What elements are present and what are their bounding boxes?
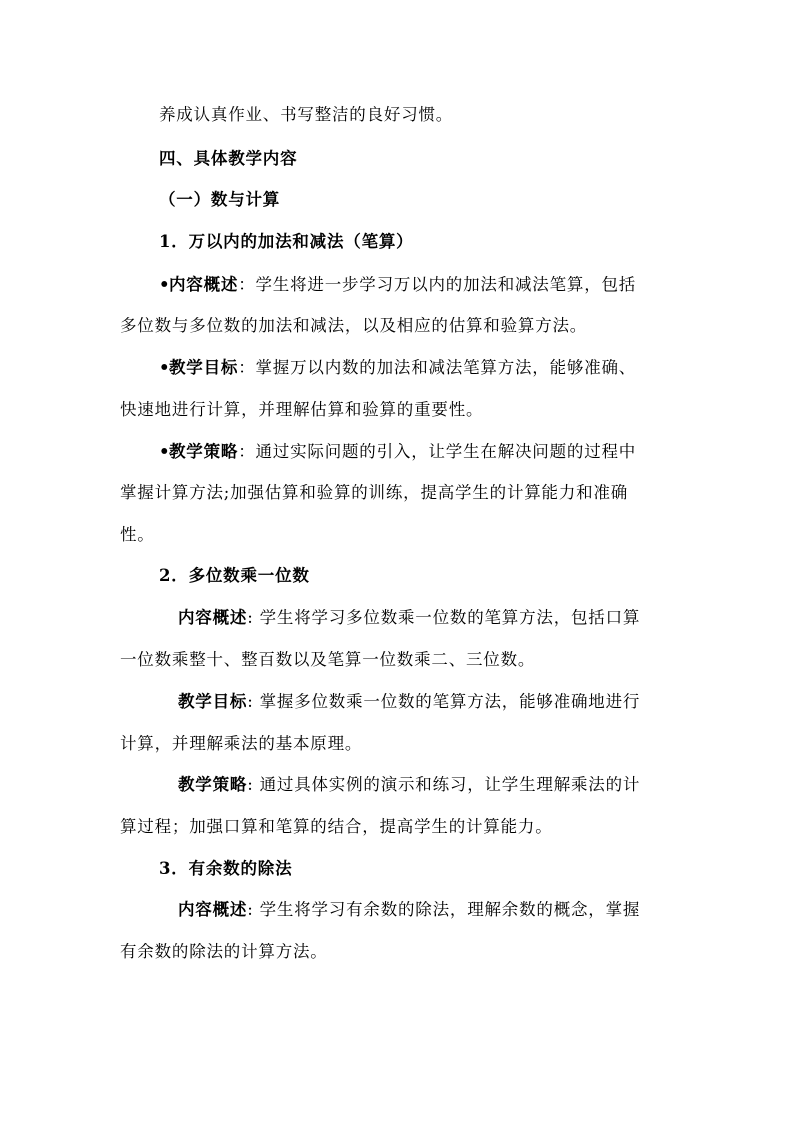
paragraph-text: 快速地进行计算，并理解估算和验算的重要性。 bbox=[120, 400, 484, 419]
paragraph-line bbox=[120, 314, 680, 338]
section-heading-text: 四、具体教学内容 bbox=[159, 149, 298, 168]
bullet-line bbox=[159, 273, 719, 297]
section-heading bbox=[159, 147, 719, 171]
paragraph-line bbox=[120, 940, 680, 964]
bullet-icon: • bbox=[159, 358, 171, 377]
paragraph-line bbox=[178, 898, 738, 922]
paragraph-text: 计算，并理解乘法的基本原理。 bbox=[120, 734, 363, 753]
paragraph-text: : 通过具体实例的演示和练习，让学生理解乘法的计 bbox=[247, 775, 641, 794]
paragraph-line bbox=[178, 606, 738, 630]
item-title-2 bbox=[159, 564, 719, 588]
bullet-text: ：掌握万以内数的加法和减法笔算方法，能够准确、 bbox=[238, 358, 637, 377]
item-title-1 bbox=[159, 230, 719, 254]
paragraph-line bbox=[120, 815, 680, 839]
paragraph-text: 一位数乘整十、整百数以及笔算一位数乘二、三位数。 bbox=[120, 650, 536, 669]
item-title-text: 3．有余数的除法 bbox=[159, 859, 293, 878]
paragraph-text: : 掌握多位数乘一位数的笔算方法，能够准确地进行 bbox=[247, 692, 641, 711]
paragraph-line bbox=[120, 648, 680, 672]
paragraph-line bbox=[120, 523, 680, 547]
paragraph-line bbox=[120, 732, 680, 756]
paragraph-text: 算过程；加强口算和笔算的结合，提高学生的计算能力。 bbox=[120, 817, 553, 836]
paragraph-line bbox=[159, 103, 719, 127]
paragraph-line bbox=[120, 398, 680, 422]
paragraph-text: 性。 bbox=[120, 525, 155, 544]
bullet-icon: • bbox=[159, 275, 171, 294]
item-title-text: 2．多位数乘一位数 bbox=[159, 566, 310, 585]
item-title-text: 1．万以内的加法和减法（笔算） bbox=[159, 232, 414, 251]
bullet-label: 内容概述 bbox=[169, 275, 239, 294]
paragraph-text: 掌握计算方法;加强估算和验算的训练，提高学生的计算能力和准确 bbox=[120, 483, 629, 502]
paragraph-line bbox=[120, 481, 680, 505]
paragraph-label: 内容概述 bbox=[178, 900, 248, 919]
paragraph-label: 内容概述 bbox=[178, 608, 248, 627]
paragraph-text: : 学生将学习有余数的除法，理解余数的概念，掌握 bbox=[247, 900, 641, 919]
paragraph-text: 养成认真作业、书写整洁的良好习惯。 bbox=[159, 105, 454, 124]
subsection-heading bbox=[159, 188, 719, 212]
bullet-text: ：通过实际问题的引入，让学生在解决问题的过程中 bbox=[238, 442, 637, 461]
paragraph-text: 有余数的除法的计算方法。 bbox=[120, 942, 328, 961]
paragraph-text: 多位数与多位数的加法和减法，以及相应的估算和验算方法。 bbox=[120, 316, 588, 335]
paragraph-line bbox=[178, 773, 738, 797]
bullet-line bbox=[159, 440, 719, 464]
paragraph-label: 教学目标 bbox=[178, 692, 248, 711]
paragraph-label: 教学策略 bbox=[178, 775, 248, 794]
subsection-heading-text: （一）数与计算 bbox=[159, 190, 281, 209]
item-title-3 bbox=[159, 857, 719, 881]
bullet-label: 教学目标 bbox=[169, 358, 239, 377]
bullet-icon: • bbox=[159, 442, 171, 461]
paragraph-text: : 学生将学习多位数乘一位数的笔算方法，包括口算 bbox=[247, 608, 641, 627]
paragraph-line bbox=[178, 690, 738, 714]
bullet-line bbox=[159, 356, 719, 380]
bullet-text: ：学生将进一步学习万以内的加法和减法笔算，包括 bbox=[238, 275, 637, 294]
bullet-label: 教学策略 bbox=[169, 442, 239, 461]
